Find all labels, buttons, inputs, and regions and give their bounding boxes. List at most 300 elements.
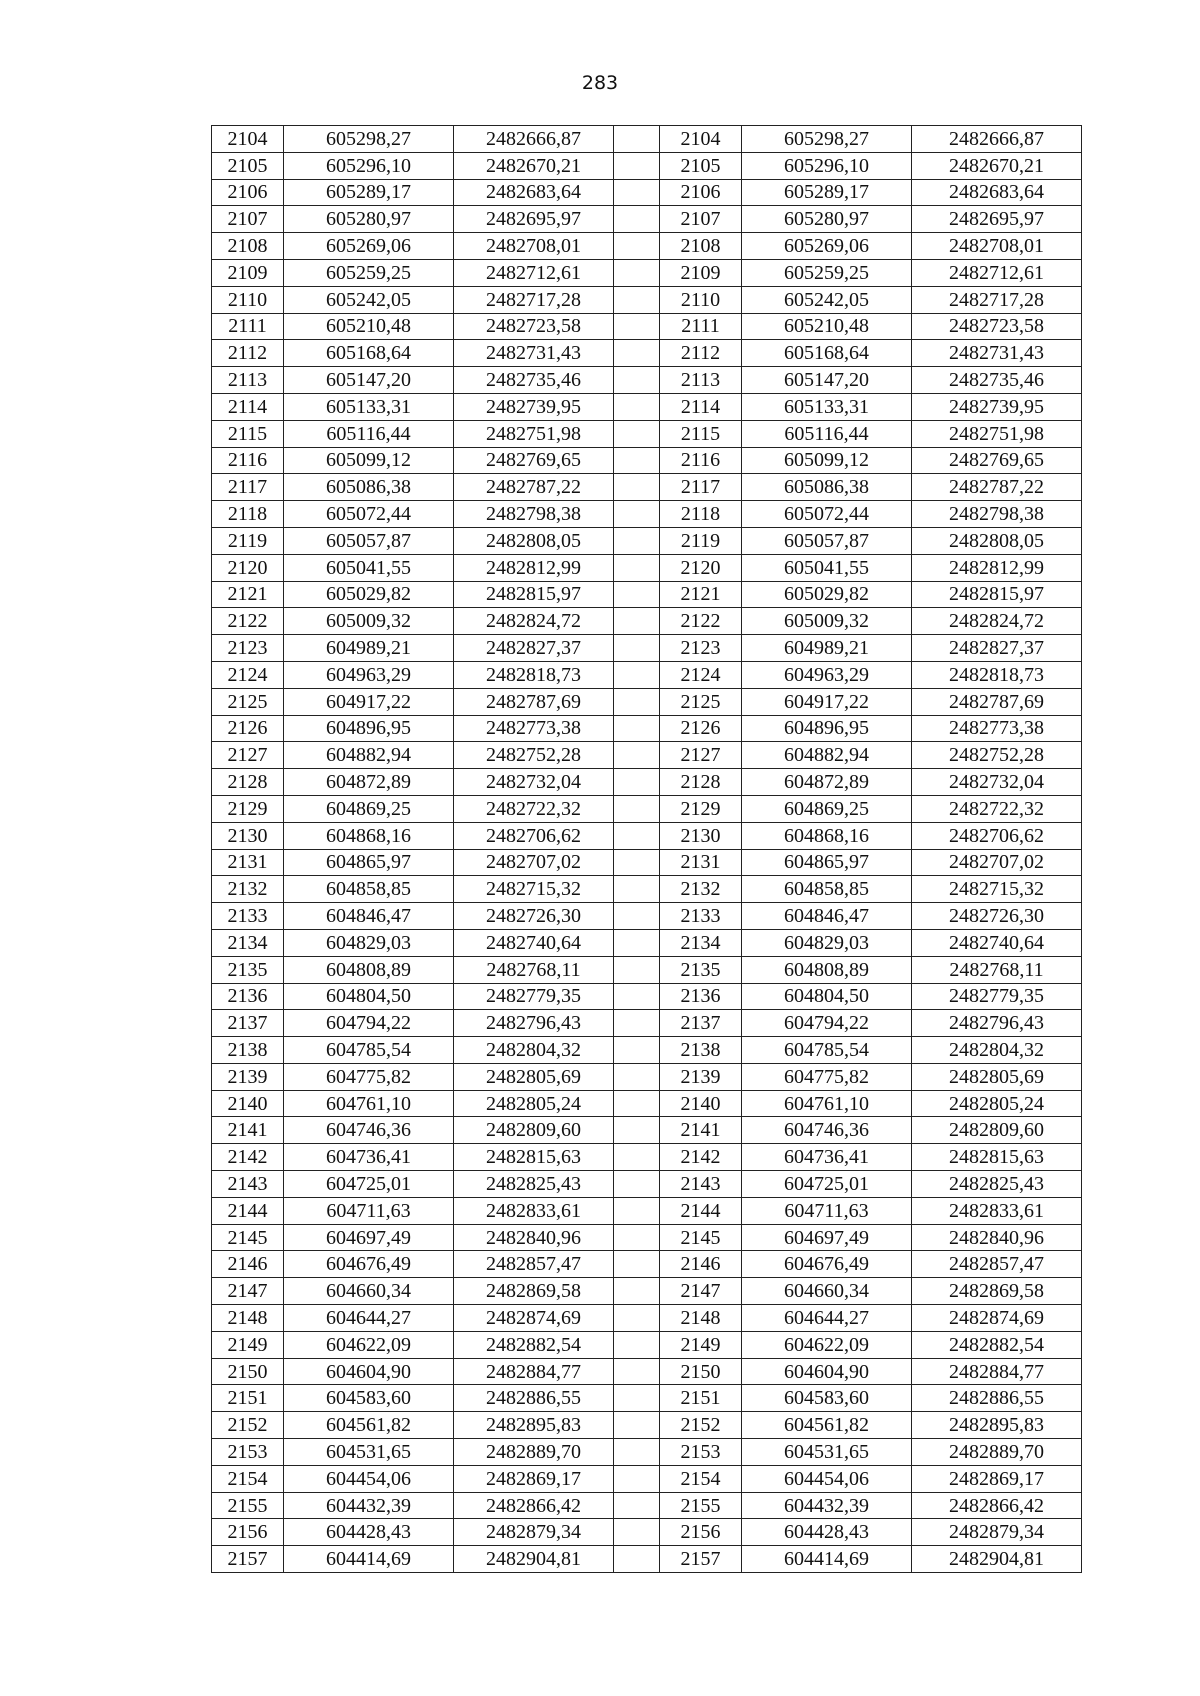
x-coordinate-cell: 604622,09 (742, 1331, 912, 1358)
y-coordinate-cell: 2482904,81 (454, 1546, 614, 1573)
point-number-cell: 2114 (660, 393, 742, 420)
table-row (212, 206, 1082, 233)
x-coordinate-cell: 605280,97 (742, 206, 912, 233)
point-number-cell: 2124 (660, 661, 742, 688)
point-number-cell: 2142 (660, 1144, 742, 1171)
spacer-cell (614, 501, 660, 528)
spacer-cell (614, 983, 660, 1010)
y-coordinate-cell: 2482815,97 (912, 581, 1082, 608)
table-row (212, 554, 1082, 581)
x-coordinate-cell: 604804,50 (284, 983, 454, 1010)
table-row (212, 286, 1082, 313)
x-coordinate-cell: 605242,05 (742, 286, 912, 313)
point-number-cell: 2109 (660, 259, 742, 286)
spacer-cell (614, 313, 660, 340)
point-number-cell: 2137 (212, 1010, 284, 1037)
y-coordinate-cell: 2482715,32 (454, 876, 614, 903)
spacer-cell (614, 795, 660, 822)
point-number-cell: 2110 (660, 286, 742, 313)
spacer-cell (614, 1492, 660, 1519)
x-coordinate-cell: 604989,21 (742, 635, 912, 662)
x-coordinate-cell: 604858,85 (284, 876, 454, 903)
x-coordinate-cell: 604846,47 (284, 903, 454, 930)
table-row (212, 608, 1082, 635)
table-row (212, 1117, 1082, 1144)
table-row (212, 340, 1082, 367)
x-coordinate-cell: 604725,01 (742, 1171, 912, 1198)
x-coordinate-cell: 604869,25 (742, 795, 912, 822)
point-number-cell: 2111 (660, 313, 742, 340)
point-number-cell: 2150 (212, 1358, 284, 1385)
point-number-cell: 2145 (212, 1224, 284, 1251)
y-coordinate-cell: 2482732,04 (454, 769, 614, 796)
point-number-cell: 2130 (660, 822, 742, 849)
x-coordinate-cell: 604896,95 (742, 715, 912, 742)
table-row (212, 126, 1082, 153)
x-coordinate-cell: 604865,97 (742, 849, 912, 876)
y-coordinate-cell: 2482670,21 (454, 152, 614, 179)
point-number-cell: 2131 (660, 849, 742, 876)
point-number-cell: 2147 (212, 1278, 284, 1305)
x-coordinate-cell: 604829,03 (742, 929, 912, 956)
y-coordinate-cell: 2482717,28 (454, 286, 614, 313)
x-coordinate-cell: 605298,27 (284, 126, 454, 153)
y-coordinate-cell: 2482808,05 (454, 527, 614, 554)
y-coordinate-cell: 2482787,69 (454, 688, 614, 715)
point-number-cell: 2153 (212, 1439, 284, 1466)
point-number-cell: 2132 (212, 876, 284, 903)
point-number-cell: 2134 (212, 929, 284, 956)
table-row (212, 1063, 1082, 1090)
point-number-cell: 2155 (660, 1492, 742, 1519)
y-coordinate-cell: 2482824,72 (912, 608, 1082, 635)
spacer-cell (614, 1465, 660, 1492)
point-number-cell: 2130 (212, 822, 284, 849)
table-row (212, 1412, 1082, 1439)
x-coordinate-cell: 604583,60 (742, 1385, 912, 1412)
spacer-cell (614, 1251, 660, 1278)
x-coordinate-cell: 605298,27 (742, 126, 912, 153)
point-number-cell: 2126 (660, 715, 742, 742)
y-coordinate-cell: 2482739,95 (912, 393, 1082, 420)
y-coordinate-cell: 2482726,30 (912, 903, 1082, 930)
x-coordinate-cell: 604896,95 (284, 715, 454, 742)
x-coordinate-cell: 604858,85 (742, 876, 912, 903)
y-coordinate-cell: 2482787,69 (912, 688, 1082, 715)
x-coordinate-cell: 605269,06 (742, 233, 912, 260)
point-number-cell: 2154 (212, 1465, 284, 1492)
x-coordinate-cell: 604432,39 (284, 1492, 454, 1519)
table-row (212, 1358, 1082, 1385)
y-coordinate-cell: 2482769,65 (912, 447, 1082, 474)
spacer-cell (614, 1385, 660, 1412)
spacer-cell (614, 956, 660, 983)
point-number-cell: 2133 (660, 903, 742, 930)
x-coordinate-cell: 604644,27 (742, 1305, 912, 1332)
x-coordinate-cell: 605057,87 (742, 527, 912, 554)
spacer-cell (614, 1197, 660, 1224)
y-coordinate-cell: 2482879,34 (454, 1519, 614, 1546)
point-number-cell: 2128 (212, 769, 284, 796)
table-row (212, 1305, 1082, 1332)
spacer-cell (614, 1144, 660, 1171)
table-row (212, 367, 1082, 394)
table-row (212, 1224, 1082, 1251)
y-coordinate-cell: 2482773,38 (912, 715, 1082, 742)
point-number-cell: 2112 (212, 340, 284, 367)
point-number-cell: 2138 (660, 1037, 742, 1064)
x-coordinate-cell: 605072,44 (284, 501, 454, 528)
spacer-cell (614, 1037, 660, 1064)
x-coordinate-cell: 604561,82 (284, 1412, 454, 1439)
point-number-cell: 2118 (212, 501, 284, 528)
y-coordinate-cell: 2482825,43 (912, 1171, 1082, 1198)
table-row (212, 1492, 1082, 1519)
x-coordinate-cell: 604846,47 (742, 903, 912, 930)
x-coordinate-cell: 605289,17 (284, 179, 454, 206)
spacer-cell (614, 206, 660, 233)
table-row (212, 795, 1082, 822)
point-number-cell: 2113 (660, 367, 742, 394)
point-number-cell: 2129 (660, 795, 742, 822)
spacer-cell (614, 527, 660, 554)
point-number-cell: 2105 (660, 152, 742, 179)
spacer-cell (614, 903, 660, 930)
point-number-cell: 2105 (212, 152, 284, 179)
spacer-cell (614, 474, 660, 501)
spacer-cell (614, 1224, 660, 1251)
y-coordinate-cell: 2482666,87 (454, 126, 614, 153)
point-number-cell: 2113 (212, 367, 284, 394)
x-coordinate-cell: 605259,25 (284, 259, 454, 286)
table-row (212, 527, 1082, 554)
x-coordinate-cell: 605072,44 (742, 501, 912, 528)
x-coordinate-cell: 605210,48 (742, 313, 912, 340)
point-number-cell: 2140 (660, 1090, 742, 1117)
point-number-cell: 2147 (660, 1278, 742, 1305)
y-coordinate-cell: 2482723,58 (912, 313, 1082, 340)
y-coordinate-cell: 2482825,43 (454, 1171, 614, 1198)
point-number-cell: 2124 (212, 661, 284, 688)
y-coordinate-cell: 2482798,38 (912, 501, 1082, 528)
y-coordinate-cell: 2482889,70 (454, 1439, 614, 1466)
y-coordinate-cell: 2482707,02 (912, 849, 1082, 876)
x-coordinate-cell: 604697,49 (284, 1224, 454, 1251)
x-coordinate-cell: 604428,43 (284, 1519, 454, 1546)
y-coordinate-cell: 2482895,83 (912, 1412, 1082, 1439)
y-coordinate-cell: 2482779,35 (454, 983, 614, 1010)
x-coordinate-cell: 604725,01 (284, 1171, 454, 1198)
x-coordinate-cell: 604746,36 (742, 1117, 912, 1144)
y-coordinate-cell: 2482735,46 (454, 367, 614, 394)
point-number-cell: 2143 (660, 1171, 742, 1198)
x-coordinate-cell: 604454,06 (284, 1465, 454, 1492)
table-row (212, 903, 1082, 930)
x-coordinate-cell: 604963,29 (742, 661, 912, 688)
x-coordinate-cell: 604414,69 (284, 1546, 454, 1573)
point-number-cell: 2108 (660, 233, 742, 260)
y-coordinate-cell: 2482706,62 (454, 822, 614, 849)
spacer-cell (614, 340, 660, 367)
x-coordinate-cell: 604676,49 (284, 1251, 454, 1278)
table-row (212, 769, 1082, 796)
x-coordinate-cell: 605099,12 (742, 447, 912, 474)
point-number-cell: 2143 (212, 1171, 284, 1198)
spacer-cell (614, 1117, 660, 1144)
y-coordinate-cell: 2482805,24 (912, 1090, 1082, 1117)
point-number-cell: 2121 (212, 581, 284, 608)
y-coordinate-cell: 2482824,72 (454, 608, 614, 635)
point-number-cell: 2153 (660, 1439, 742, 1466)
y-coordinate-cell: 2482804,32 (454, 1037, 614, 1064)
y-coordinate-cell: 2482904,81 (912, 1546, 1082, 1573)
x-coordinate-cell: 604917,22 (284, 688, 454, 715)
table-row (212, 876, 1082, 903)
y-coordinate-cell: 2482695,97 (912, 206, 1082, 233)
table-row (212, 581, 1082, 608)
y-coordinate-cell: 2482827,37 (912, 635, 1082, 662)
y-coordinate-cell: 2482889,70 (912, 1439, 1082, 1466)
point-number-cell: 2111 (212, 313, 284, 340)
spacer-cell (614, 769, 660, 796)
point-number-cell: 2128 (660, 769, 742, 796)
table-row (212, 1465, 1082, 1492)
y-coordinate-cell: 2482712,61 (912, 259, 1082, 286)
x-coordinate-cell: 604868,16 (284, 822, 454, 849)
x-coordinate-cell: 604872,89 (742, 769, 912, 796)
point-number-cell: 2104 (212, 126, 284, 153)
x-coordinate-cell: 605147,20 (284, 367, 454, 394)
y-coordinate-cell: 2482895,83 (454, 1412, 614, 1439)
table-row (212, 661, 1082, 688)
y-coordinate-cell: 2482804,32 (912, 1037, 1082, 1064)
spacer-cell (614, 1412, 660, 1439)
point-number-cell: 2131 (212, 849, 284, 876)
y-coordinate-cell: 2482768,11 (454, 956, 614, 983)
y-coordinate-cell: 2482670,21 (912, 152, 1082, 179)
y-coordinate-cell: 2482752,28 (912, 742, 1082, 769)
y-coordinate-cell: 2482812,99 (454, 554, 614, 581)
y-coordinate-cell: 2482882,54 (912, 1331, 1082, 1358)
table-row (212, 393, 1082, 420)
x-coordinate-cell: 604454,06 (742, 1465, 912, 1492)
point-number-cell: 2122 (660, 608, 742, 635)
y-coordinate-cell: 2482735,46 (912, 367, 1082, 394)
y-coordinate-cell: 2482731,43 (912, 340, 1082, 367)
point-number-cell: 2125 (660, 688, 742, 715)
x-coordinate-cell: 605168,64 (284, 340, 454, 367)
table-row (212, 501, 1082, 528)
y-coordinate-cell: 2482809,60 (912, 1117, 1082, 1144)
coordinates-table (211, 125, 1082, 1573)
spacer-cell (614, 126, 660, 153)
x-coordinate-cell: 605133,31 (284, 393, 454, 420)
point-number-cell: 2157 (660, 1546, 742, 1573)
point-number-cell: 2148 (212, 1305, 284, 1332)
point-number-cell: 2152 (660, 1412, 742, 1439)
point-number-cell: 2149 (212, 1331, 284, 1358)
y-coordinate-cell: 2482695,97 (454, 206, 614, 233)
y-coordinate-cell: 2482751,98 (912, 420, 1082, 447)
y-coordinate-cell: 2482884,77 (912, 1358, 1082, 1385)
y-coordinate-cell: 2482779,35 (912, 983, 1082, 1010)
point-number-cell: 2141 (212, 1117, 284, 1144)
point-number-cell: 2121 (660, 581, 742, 608)
y-coordinate-cell: 2482869,58 (454, 1278, 614, 1305)
x-coordinate-cell: 605086,38 (284, 474, 454, 501)
x-coordinate-cell: 604432,39 (742, 1492, 912, 1519)
y-coordinate-cell: 2482815,63 (912, 1144, 1082, 1171)
point-number-cell: 2118 (660, 501, 742, 528)
x-coordinate-cell: 605210,48 (284, 313, 454, 340)
point-number-cell: 2108 (212, 233, 284, 260)
spacer-cell (614, 367, 660, 394)
x-coordinate-cell: 604917,22 (742, 688, 912, 715)
table-row (212, 233, 1082, 260)
point-number-cell: 2134 (660, 929, 742, 956)
y-coordinate-cell: 2482840,96 (912, 1224, 1082, 1251)
point-number-cell: 2109 (212, 259, 284, 286)
point-number-cell: 2146 (212, 1251, 284, 1278)
y-coordinate-cell: 2482739,95 (454, 393, 614, 420)
x-coordinate-cell: 604622,09 (284, 1331, 454, 1358)
spacer-cell (614, 608, 660, 635)
x-coordinate-cell: 604775,82 (742, 1063, 912, 1090)
x-coordinate-cell: 604697,49 (742, 1224, 912, 1251)
point-number-cell: 2106 (212, 179, 284, 206)
point-number-cell: 2156 (660, 1519, 742, 1546)
x-coordinate-cell: 604531,65 (284, 1439, 454, 1466)
table-row (212, 1171, 1082, 1198)
table-row (212, 1546, 1082, 1573)
table-row (212, 447, 1082, 474)
x-coordinate-cell: 605168,64 (742, 340, 912, 367)
x-coordinate-cell: 605057,87 (284, 527, 454, 554)
point-number-cell: 2116 (212, 447, 284, 474)
x-coordinate-cell: 604736,41 (284, 1144, 454, 1171)
x-coordinate-cell: 605041,55 (284, 554, 454, 581)
y-coordinate-cell: 2482879,34 (912, 1519, 1082, 1546)
spacer-cell (614, 233, 660, 260)
x-coordinate-cell: 605099,12 (284, 447, 454, 474)
table-row (212, 635, 1082, 662)
y-coordinate-cell: 2482768,11 (912, 956, 1082, 983)
point-number-cell: 2135 (212, 956, 284, 983)
point-number-cell: 2104 (660, 126, 742, 153)
table-row (212, 259, 1082, 286)
point-number-cell: 2142 (212, 1144, 284, 1171)
x-coordinate-cell: 604660,34 (284, 1278, 454, 1305)
y-coordinate-cell: 2482708,01 (454, 233, 614, 260)
x-coordinate-cell: 604711,63 (284, 1197, 454, 1224)
y-coordinate-cell: 2482874,69 (912, 1305, 1082, 1332)
spacer-cell (614, 447, 660, 474)
table-row (212, 983, 1082, 1010)
table-row (212, 1010, 1082, 1037)
x-coordinate-cell: 605259,25 (742, 259, 912, 286)
x-coordinate-cell: 604808,89 (742, 956, 912, 983)
x-coordinate-cell: 604604,90 (284, 1358, 454, 1385)
y-coordinate-cell: 2482874,69 (454, 1305, 614, 1332)
x-coordinate-cell: 604794,22 (742, 1010, 912, 1037)
y-coordinate-cell: 2482886,55 (454, 1385, 614, 1412)
spacer-cell (614, 1090, 660, 1117)
point-number-cell: 2117 (212, 474, 284, 501)
y-coordinate-cell: 2482818,73 (912, 661, 1082, 688)
point-number-cell: 2144 (212, 1197, 284, 1224)
point-number-cell: 2157 (212, 1546, 284, 1573)
x-coordinate-cell: 605296,10 (742, 152, 912, 179)
x-coordinate-cell: 604561,82 (742, 1412, 912, 1439)
spacer-cell (614, 661, 660, 688)
spacer-cell (614, 1171, 660, 1198)
x-coordinate-cell: 604676,49 (742, 1251, 912, 1278)
table-row (212, 1251, 1082, 1278)
table-row (212, 179, 1082, 206)
page-number: 283 (581, 72, 619, 94)
spacer-cell (614, 152, 660, 179)
x-coordinate-cell: 605296,10 (284, 152, 454, 179)
spacer-cell (614, 635, 660, 662)
spacer-cell (614, 286, 660, 313)
x-coordinate-cell: 604868,16 (742, 822, 912, 849)
y-coordinate-cell: 2482796,43 (454, 1010, 614, 1037)
table-row (212, 1385, 1082, 1412)
coordinates-table-body (212, 126, 1082, 1573)
x-coordinate-cell: 605029,82 (284, 581, 454, 608)
point-number-cell: 2123 (660, 635, 742, 662)
point-number-cell: 2140 (212, 1090, 284, 1117)
spacer-cell (614, 1331, 660, 1358)
point-number-cell: 2139 (660, 1063, 742, 1090)
y-coordinate-cell: 2482882,54 (454, 1331, 614, 1358)
y-coordinate-cell: 2482808,05 (912, 527, 1082, 554)
y-coordinate-cell: 2482740,64 (454, 929, 614, 956)
point-number-cell: 2138 (212, 1037, 284, 1064)
table-row (212, 1144, 1082, 1171)
x-coordinate-cell: 604989,21 (284, 635, 454, 662)
y-coordinate-cell: 2482815,97 (454, 581, 614, 608)
point-number-cell: 2132 (660, 876, 742, 903)
y-coordinate-cell: 2482731,43 (454, 340, 614, 367)
spacer-cell (614, 393, 660, 420)
x-coordinate-cell: 604865,97 (284, 849, 454, 876)
point-number-cell: 2117 (660, 474, 742, 501)
y-coordinate-cell: 2482722,32 (912, 795, 1082, 822)
spacer-cell (614, 581, 660, 608)
x-coordinate-cell: 604882,94 (742, 742, 912, 769)
point-number-cell: 2139 (212, 1063, 284, 1090)
point-number-cell: 2129 (212, 795, 284, 822)
y-coordinate-cell: 2482869,58 (912, 1278, 1082, 1305)
spacer-cell (614, 1063, 660, 1090)
x-coordinate-cell: 604428,43 (742, 1519, 912, 1546)
point-number-cell: 2133 (212, 903, 284, 930)
y-coordinate-cell: 2482708,01 (912, 233, 1082, 260)
spacer-cell (614, 259, 660, 286)
point-number-cell: 2148 (660, 1305, 742, 1332)
point-number-cell: 2151 (660, 1385, 742, 1412)
spacer-cell (614, 1278, 660, 1305)
point-number-cell: 2110 (212, 286, 284, 313)
point-number-cell: 2125 (212, 688, 284, 715)
spacer-cell (614, 554, 660, 581)
point-number-cell: 2135 (660, 956, 742, 983)
point-number-cell: 2126 (212, 715, 284, 742)
y-coordinate-cell: 2482722,32 (454, 795, 614, 822)
x-coordinate-cell: 604804,50 (742, 983, 912, 1010)
point-number-cell: 2119 (660, 527, 742, 554)
